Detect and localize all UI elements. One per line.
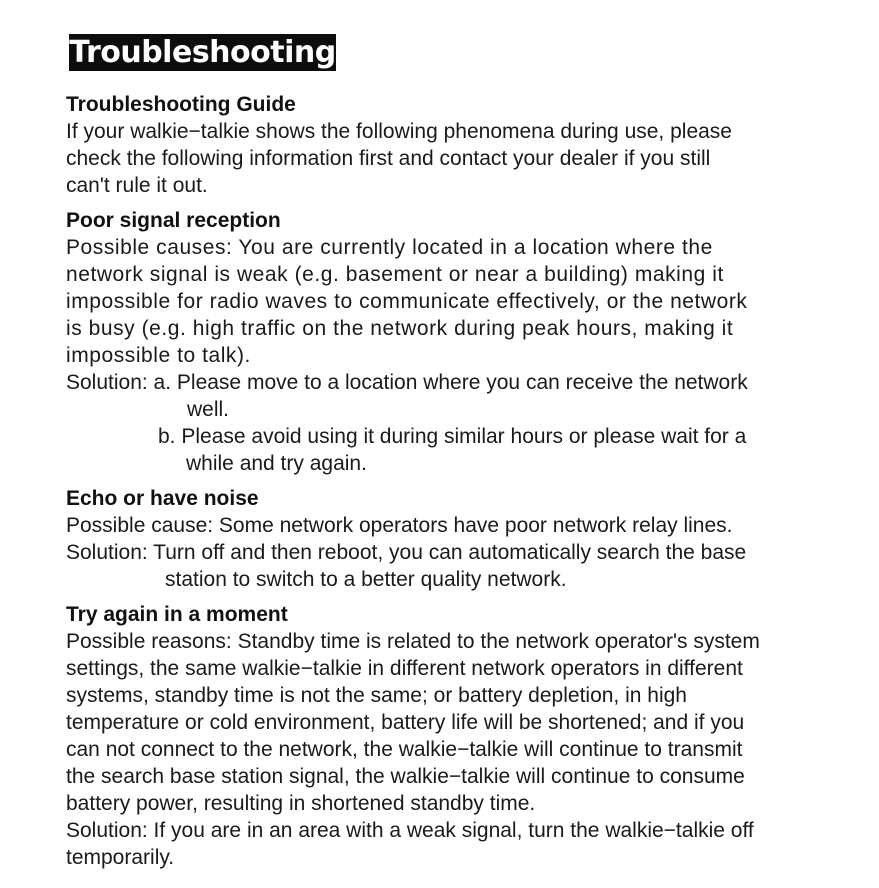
section-title-banner <box>69 34 336 71</box>
try-again-reason-line: temperature or cold environment, battery life will be shortened; and if you <box>66 711 745 734</box>
try-again-reason-line: Possible reasons: Standby time is related to the network operator's system <box>66 630 760 653</box>
echo-section <box>66 485 826 593</box>
page-title: Troubleshooting <box>69 35 336 70</box>
try-again-reason-line: battery power, resulting in shortened standby time. <box>66 792 536 815</box>
poor-signal-solution-a: Solution: a. Please move to a location where you can receive the network <box>66 371 748 394</box>
guide-section <box>66 91 826 199</box>
poor-signal-section <box>66 207 826 477</box>
try-again-solution-line: Solution: If you are in an area with a weak signal, turn the walkie−talkie off <box>66 819 754 842</box>
try-again-section <box>66 601 826 871</box>
try-again-reason-line: systems, standby time is not the same; or battery depletion, in high <box>66 684 687 707</box>
try-again-reason-line: the search base station signal, the walkie−talkie will continue to consume <box>66 765 745 788</box>
guide-intro-line: check the following information first and contact your dealer if you still <box>66 147 711 170</box>
guide-intro-line: can't rule it out. <box>66 174 208 197</box>
poor-signal-cause-line: network signal is weak (e.g. basement or near a building) making it <box>66 263 724 286</box>
poor-signal-cause-line: is busy (e.g. high traffic on the network during peak hours, making it <box>66 317 734 340</box>
poor-signal-cause-line: Possible causes: You are currently located in a location where the <box>66 236 713 259</box>
echo-solution-line1: Solution: Turn off and then reboot, you can automatically search the base <box>66 541 747 564</box>
try-again-reason-line: settings, the same walkie−talkie in different network operators in different <box>66 657 743 680</box>
content-area <box>66 91 826 879</box>
echo-solution-line2: station to switch to a better quality network. <box>165 568 567 591</box>
try-again-solution-line: temporarily. <box>66 846 175 869</box>
poor-signal-heading: Poor signal reception <box>66 209 281 232</box>
poor-signal-solution-b-line2: while and try again. <box>186 452 367 475</box>
try-again-heading: Try again in a moment <box>66 603 288 626</box>
echo-cause: Possible cause: Some network operators have poor network relay lines. <box>66 514 733 537</box>
guide-heading: Troubleshooting Guide <box>66 93 296 116</box>
poor-signal-solution-b-line1: b. Please avoid using it during similar hours or please wait for a <box>158 425 747 448</box>
echo-heading: Echo or have noise <box>66 487 259 510</box>
try-again-reason-line: can not connect to the network, the walkie−talkie will continue to transmit <box>66 738 743 761</box>
poor-signal-cause-line: impossible to talk). <box>66 344 251 367</box>
poor-signal-solution-b <box>66 423 826 477</box>
poor-signal-solution-a-cont: well. <box>187 398 230 421</box>
poor-signal-cause-line: impossible for radio waves to communicate effectively, or the network <box>66 290 748 313</box>
guide-intro-line: If your walkie−talkie shows the following phenomena during use, please <box>66 120 732 143</box>
